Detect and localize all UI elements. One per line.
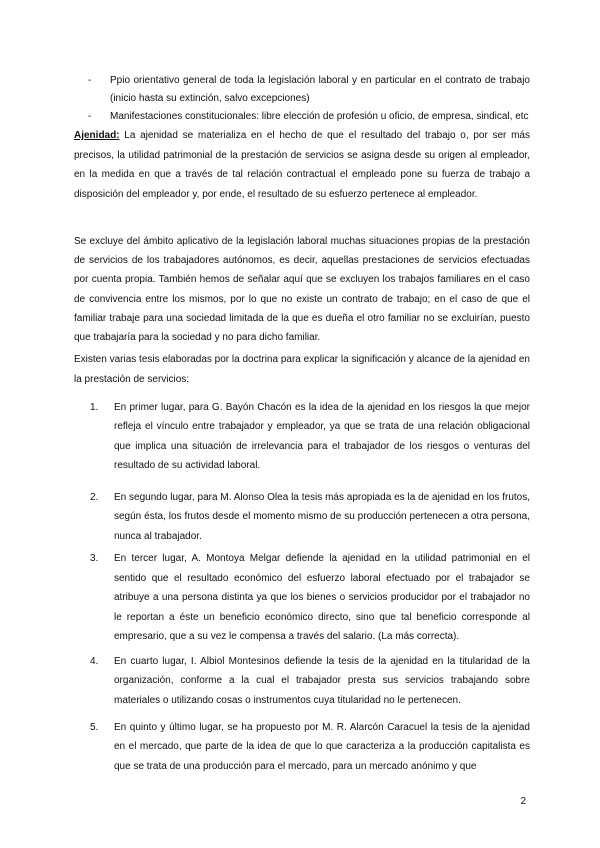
ajenidad-paragraph: Ajenidad: La ajenidad se materializa en el hecho de que el resultado del trabajo o, por ser más precisos, la utilidad patrimonial de la prestación de servicios se asigna desde su origen al empleador, en la medida en que a través de tal relación contractual el empleado pone su fuerza de trabajo a disposición del empleador y, por ende, el resultado de su esfuerzo pertenece al empleador. [74, 130, 530, 200]
thesis-item: 5. En quinto y último lugar, se ha propuesto por M. R. Alarcón Caracuel la tesis de la ajenidad en el mercado, que parte de la idea de que lo que caracteriza a la producción capitalista es que se trata de una producción para el mercado, para un mercado anónimo y que [90, 722, 530, 772]
page-number: 2 [520, 796, 526, 807]
bullet-list [88, 72, 530, 126]
exclusion-paragraph: Se excluye del ámbito aplicativo de la legislación laboral muchas situaciones propias de la prestación de servicios de los trabajadores autónomos, es decir, aquellas prestaciones de servicios efectuadas por cuenta propia. También hemos de señalar aquí que se excluyen los trabajos familiares en el caso de convivencia entre los mismos, por lo que no existe un contrato de trabajo; en el caso de que el familiar trabaje para una sociedad limitada de la que es dueña el otro familiar no se excluirían, puesto que trabajaría para la sociedad y no para dicho familiar. [74, 236, 530, 344]
thesis-item: 3. En tercer lugar, A. Montoya Melgar defiende la ajenidad en la utilidad patrimonial en el sentido que el resultado económico del esfuerzo laboral efectuado por el trabajador se atribuye a una persona distinta ya que los bienes o servicios producidor por el trabajador no le reportan a éste un beneficio económico directo, sino que tal beneficio corresponde al empresario, que a su vez le compensa a través del salario. (La más correcta). [90, 553, 530, 643]
thesis-item: 4. En cuarto lugar, I. Albiol Montesinos defiende la tesis de la ajenidad en la titularidad de la organización, conforme a la cual el trabajador presta sus servicios trabajando sobre materiales o utilizando cosas o instrumentos cuya titularidad no le pertenecen. [90, 656, 530, 706]
bullet-item: - Ppio orientativo general de toda la legislación laboral y en particular en el contrato de trabajo (inicio hasta su extinción, salvo excepciones) [88, 72, 530, 108]
thesis-item: 1. En primer lugar, para G. Bayón Chacón es la idea de la ajenidad en los riesgos la que mejor refleja el vínculo entre trabajador y empleador, ya que se trata de una relación obligacional que implica una situación de irrelevancia para el trabajador de los riesgos o venturas del resultado de su actividad laboral. [90, 402, 530, 472]
dash-bullet: - [88, 75, 92, 86]
dash-bullet: - [88, 111, 92, 122]
thesis-item: 2. En segundo lugar, para M. Alonso Olea la tesis más apropiada es la de ajenidad en los frutos, según ésta, los frutos desde el momento mismo de su producción pertenecen a otra persona, nunca al trabajador. [90, 492, 530, 542]
bullet-item: - Manifestaciones constitucionales: libre elección de profesión u oficio, de empresa, sindical, etc [88, 108, 530, 126]
tesis-intro-paragraph: Existen varias tesis elaboradas por la doctrina para explicar la significación y alcance de la ajenidad en la prestación de servicios: [74, 354, 530, 385]
ajenidad-label: Ajenidad: [74, 130, 120, 141]
